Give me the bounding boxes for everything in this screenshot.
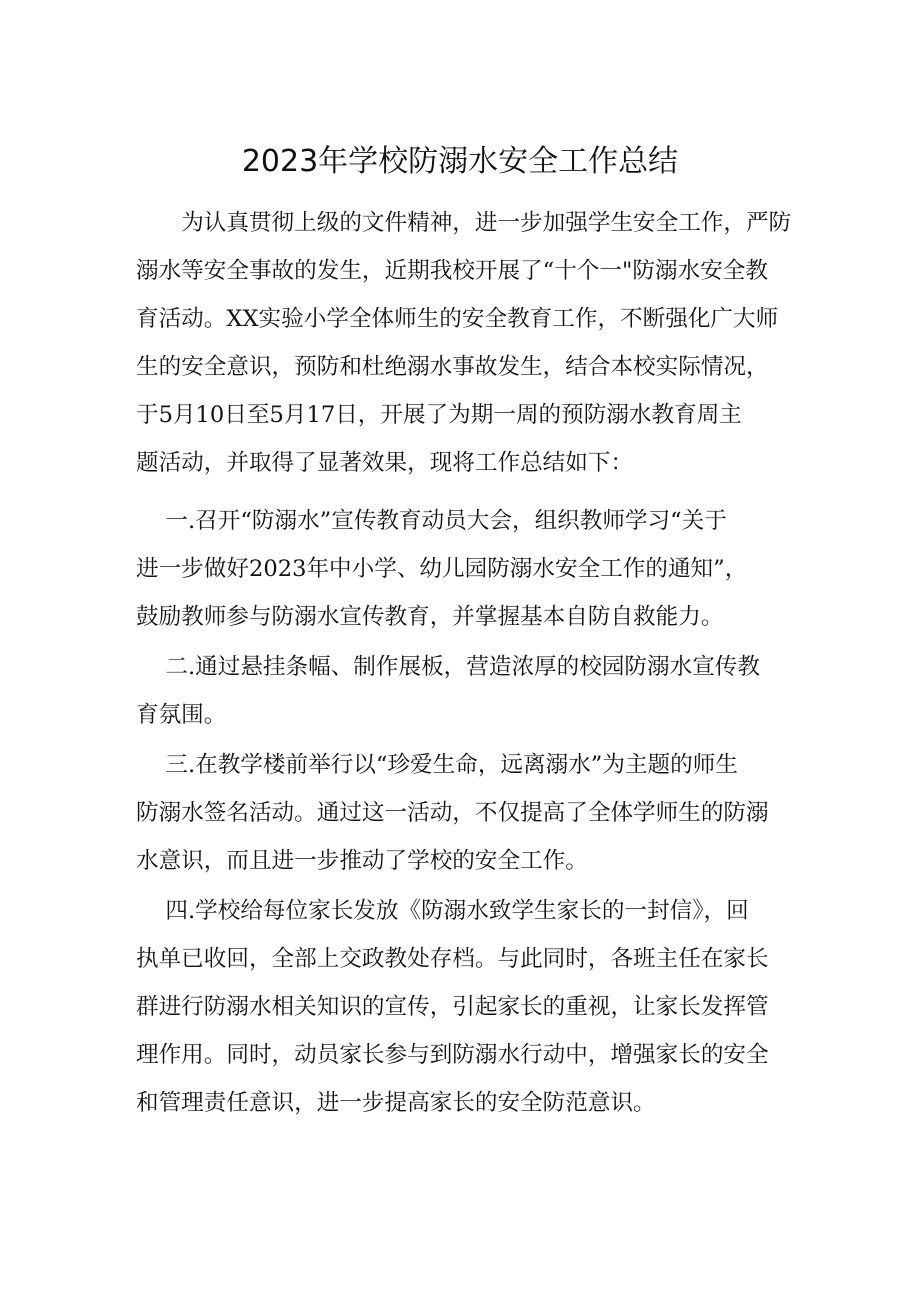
paragraph-item-four	[136, 887, 784, 1127]
text-line: 鼓励教师参与防溺水宣传教育，并掌握基本自防自救能力。	[136, 604, 724, 630]
text-line: 理作用。同时，动员家长参与到防溺水行动中，增强家长的安全	[136, 1042, 769, 1068]
text-line: 于5月10日至5月17日，开展了为期一周的预防溺水教育周主	[136, 402, 742, 428]
text-line: 生的安全意识，预防和杜绝溺水事故发生，结合本校实际情况，	[136, 354, 769, 380]
text-line: 进一步做好2023年中小学、幼儿园防溺水安全工作的通知”，	[136, 556, 748, 582]
text-line: 育活动。XX实验小学全体师生的安全教育工作，不断强化广大师	[136, 306, 779, 332]
text-line: 溺水等安全事故的发生，近期我校开展了“十个一"防溺水安全教	[136, 258, 768, 284]
document-title: 2023年学校防溺水安全工作总结	[241, 144, 679, 179]
text-line: 执单已收回，全部上交政教处存档。与此同时，各班主任在家长	[136, 946, 769, 972]
text-line: 二.通过悬挂条幅、制作展板，营造浓厚的校园防溺水宣传教	[165, 654, 760, 680]
text-line: 水意识，而且进一步推动了学校的安全工作。	[136, 848, 588, 874]
text-line: 三.在教学楼前举行以“珍爱生命，远离溺水”为主题的师生	[165, 752, 738, 778]
text-line: 一.召开“防溺水”宣传教育动员大会，组织教师学习“关于	[165, 508, 727, 534]
text-line: 育氛围。	[136, 702, 227, 728]
text-line: 四.学校给每位家长发放《防溺水致学生家长的一封信》，回	[165, 898, 749, 924]
text-line: 为认真贯彻上级的文件精神，进一步加强学生安全工作，严防	[181, 210, 792, 236]
text-line: 题活动，并取得了显著效果，现将工作总结如下：	[136, 450, 634, 476]
text-line: 防溺水签名活动。通过这一活动，不仅提高了全体学师生的防溺	[136, 800, 769, 826]
text-line: 和管理责任意识，进一步提高家长的安全防范意识。	[136, 1090, 656, 1116]
paragraph-intro	[136, 199, 792, 487]
text-line: 群进行防溺水相关知识的宣传，引起家长的重视，让家长发挥管	[136, 994, 769, 1020]
paragraph-item-one	[136, 497, 784, 641]
paragraph-item-three	[136, 741, 784, 885]
paragraph-item-two	[136, 643, 784, 739]
